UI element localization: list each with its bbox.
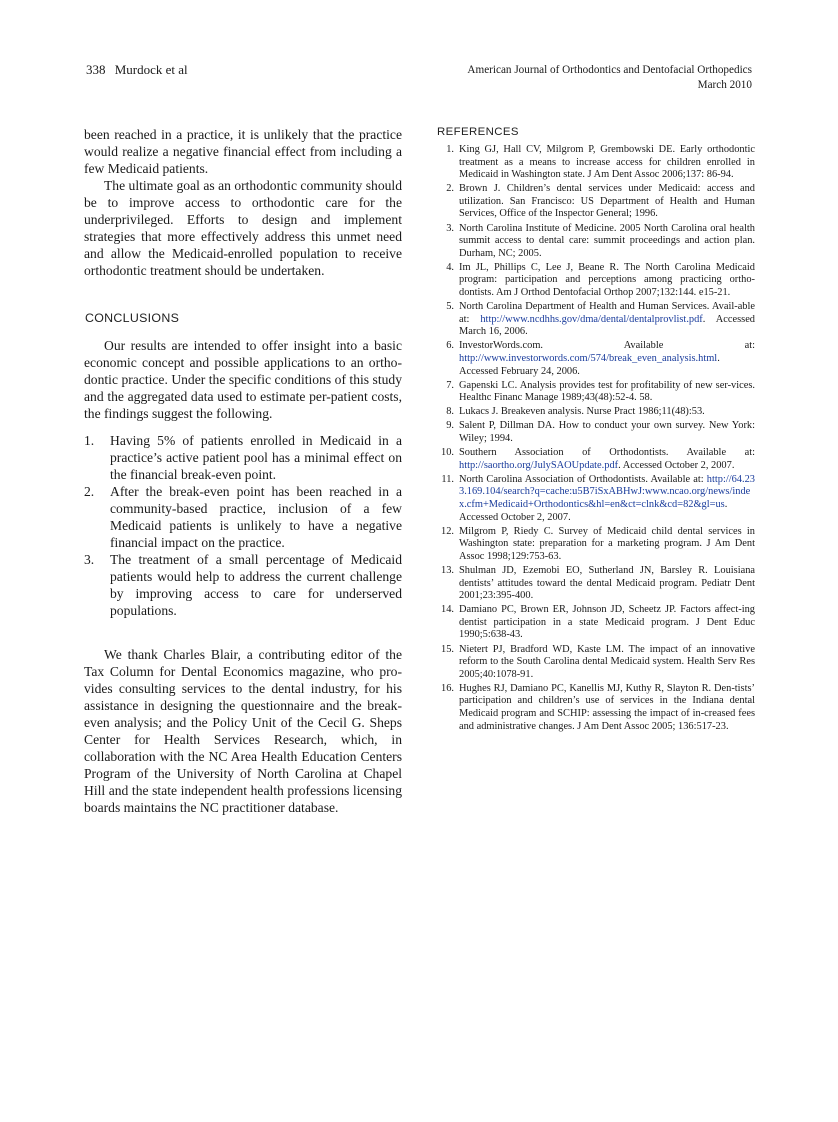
reference-item <box>437 526 755 564</box>
references-column <box>437 126 755 735</box>
reference-text: Nietert PJ, Bradford WD, Kaste LM. The impact of an innovative reform to the South Carolina dental Medicaid system. Health Serv Res 2005;40:1078-91. <box>459 643 755 680</box>
reference-text <box>459 474 755 524</box>
finding-text: The treatment of a small percentage of Medicaid patients would help to address the current challenge by improving access to care for underserved populations. <box>110 552 402 618</box>
reference-item <box>437 406 755 419</box>
reference-number: 6. <box>446 340 454 352</box>
reference-text <box>459 447 755 472</box>
finding-text: After the break-even point has been reached in a community-based practice, inclusion of a few Medicaid patients is unlikely to have a negative financial impact on the practice. <box>110 484 402 550</box>
reference-item <box>437 604 755 642</box>
reference-number: 16. <box>441 682 454 694</box>
left-column <box>84 126 402 816</box>
reference-item <box>437 301 755 339</box>
reference-item <box>437 183 755 221</box>
reference-text: North Carolina Institute of Medicine. 2005 North Carolina oral health summit access to dental care: summit proceedings and action plan. Durham, NC; 2005. <box>459 222 755 259</box>
reference-item <box>437 474 755 524</box>
reference-prefix: North Carolina Department of Health and Human Services. Avail-able at: <box>459 301 755 325</box>
reference-text <box>459 301 755 339</box>
reference-item <box>437 447 755 472</box>
reference-text: Salent P, Dillman DA. How to conduct your own survey. New York: Wiley; 1994. <box>459 420 755 445</box>
reference-number: 3. <box>446 222 454 234</box>
reference-link[interactable]: http://www.investorwords.com/574/break_even_analysis.html <box>459 353 718 364</box>
reference-prefix: Southern Association of Orthodontists. Available at: <box>459 447 755 459</box>
reference-item <box>437 683 755 733</box>
finding-number: 3. <box>84 552 95 567</box>
reference-item <box>437 380 755 405</box>
reference-item <box>437 340 755 378</box>
reference-number: 1. <box>446 144 454 155</box>
discussion-paragraph-goal: The ultimate goal as an orthodontic community should be to improve access to orthodontic care for the underprivileged. Efforts to design and implement strategies that more effectively address this unmet need and allow the Medicaid-enrolled population to receive orthodontic treatment should be undertaken. <box>84 178 402 278</box>
reference-item <box>437 420 755 445</box>
reference-text: Hughes RJ, Damiano PC, Kanellis MJ, Kuthy R, Slayton R. Den-tists’ participation and children’s use of services in the Indiana dental Medicaid program and SCHIP: assessing the impact of in-creased fees and administrative changes. J Am Dent Assoc 2005; 136:517-23. <box>459 682 755 732</box>
discussion-paragraph-end: been reached in a practice, it is unlikely that the practice would realize a negative financial effect from including a few Medicaid patients. <box>84 127 402 176</box>
reference-text: Damiano PC, Brown ER, Johnson JD, Scheetz JP. Factors affect-ing dentist participation in a state Medicaid program. J Dent Educ 1990;5:638-43. <box>459 604 755 641</box>
finding-item <box>84 432 402 483</box>
findings-list <box>84 432 402 619</box>
reference-number: 7. <box>446 379 454 391</box>
reference-number: 4. <box>446 261 454 273</box>
reference-number: 11. <box>441 473 454 485</box>
reference-number: 8. <box>446 406 454 418</box>
conclusions-heading: CONCLUSIONS <box>85 311 180 325</box>
reference-number: 2. <box>446 183 454 195</box>
reference-link[interactable]: http://64.233.169.104/search?q=cache:u5B7iSxABHwJ:www.ncao.org/news/index.cfm+Medicaid+Orthodontics&hl=en&ct=clnk&cd=82&gl=us <box>459 473 755 511</box>
page-number: 338 <box>86 62 106 77</box>
reference-link[interactable]: http://www.ncdhhs.gov/dma/dental/dentalprovlist.pdf <box>480 313 703 325</box>
finding-item <box>84 483 402 551</box>
issue-date: March 2010 <box>697 79 752 91</box>
reference-item <box>437 144 755 182</box>
reference-prefix: North Carolina Association of Orthodontists. Available at: <box>459 473 707 485</box>
reference-text: Brown J. Children’s dental services under Medicaid: access and utilization. San Francisco: US Department of Health and Human Services, Office of the Inspector General; 1996. <box>459 183 755 220</box>
reference-prefix: InvestorWords.com. Available at: <box>459 340 755 352</box>
reference-item <box>437 565 755 603</box>
reference-number: 14. <box>441 604 454 616</box>
reference-suffix: . Accessed February 24, 2006. <box>459 353 720 377</box>
reference-number: 13. <box>441 565 454 576</box>
reference-text: Gapenski LC. Analysis provides test for profitability of new ser-vices. Healthc Financ Manage 1989;43(48):52-4. 58. <box>459 379 755 404</box>
finding-number: 1. <box>84 433 95 448</box>
reference-suffix: . Accessed October 2, 2007. <box>459 499 728 523</box>
reference-item <box>437 223 755 261</box>
reference-number: 10. <box>441 447 454 459</box>
reference-text: Milgrom P, Riedy C. Survey of Medicaid child dental services in Washington state: preparation for a marketing program. J Am Dent Assoc 1998;129:753-63. <box>459 525 755 562</box>
acknowledgment-paragraph: We thank Charles Blair, a contributing editor of the Tax Column for Dental Economics magazine, who pro-vides consulting services to the dental industry, for his assistance in designing the questionnaire and the break-even analysis; and the Policy Unit of the Cecil G. Sheps Center for Health Services Research, which, in collaboration with the NC Area Health Education Centers Program of the University of North Carolina at Chapel Hill and the state independent health professions licensing boards maintains the NC practitioner database. <box>84 647 402 815</box>
reference-number: 15. <box>441 643 454 655</box>
reference-suffix: . Accessed March 16, 2006. <box>459 313 755 338</box>
reference-item <box>437 644 755 682</box>
reference-text: King GJ, Hall CV, Milgrom P, Grembowski DE. Early orthodontic treatment as a means to increase access for children enrolled in Medicaid in Washington state. J Am Dent Assoc 2006;137: 86-94. <box>459 144 755 181</box>
references-heading: REFERENCES <box>437 126 519 138</box>
running-header-left <box>86 62 188 78</box>
reference-link[interactable]: http://saortho.org/JulySAOUpdate.pdf <box>459 459 619 471</box>
finding-number: 2. <box>84 484 95 499</box>
reference-number: 5. <box>446 301 454 313</box>
reference-number: 12. <box>441 525 454 537</box>
conclusions-paragraph: Our results are intended to offer insight into a basic economic concept and possible applications to an ortho-dontic practice. Under the specific conditions of this study and the aggregated data used to estimate per-patient costs, the findings suggest the following. <box>84 338 402 421</box>
reference-text: Im JL, Phillips C, Lee J, Beane R. The North Carolina Medicaid program: participation and perceptions among practicing ortho-dontists. Am J Orthod Dentofacial Orthop 2007;132:144. e15-21. <box>459 261 755 299</box>
reference-text <box>459 340 755 378</box>
finding-text: Having 5% of patients enrolled in Medicaid in a practice’s active patient pool has a minimal effect on the financial break-even point. <box>110 433 402 482</box>
running-header-right <box>467 63 752 93</box>
reference-suffix: . Accessed October 2, 2007. <box>618 459 735 471</box>
journal-name: American Journal of Orthodontics and Dentofacial Orthopedics <box>467 64 752 76</box>
reference-text: Shulman JD, Ezemobi EO, Sutherland JN, Barsley R. Louisiana dentists’ attitudes toward the dental Medicaid program. Pediatr Dent 2001;23:395-400. <box>459 565 755 602</box>
reference-number: 9. <box>446 420 454 432</box>
finding-item <box>84 551 402 619</box>
reference-text: Lukacs J. Breakeven analysis. Nurse Pract 1986;11(48):53. <box>459 406 705 418</box>
reference-item <box>437 262 755 300</box>
running-authors: Murdock et al <box>114 62 188 77</box>
references-list <box>437 144 755 733</box>
